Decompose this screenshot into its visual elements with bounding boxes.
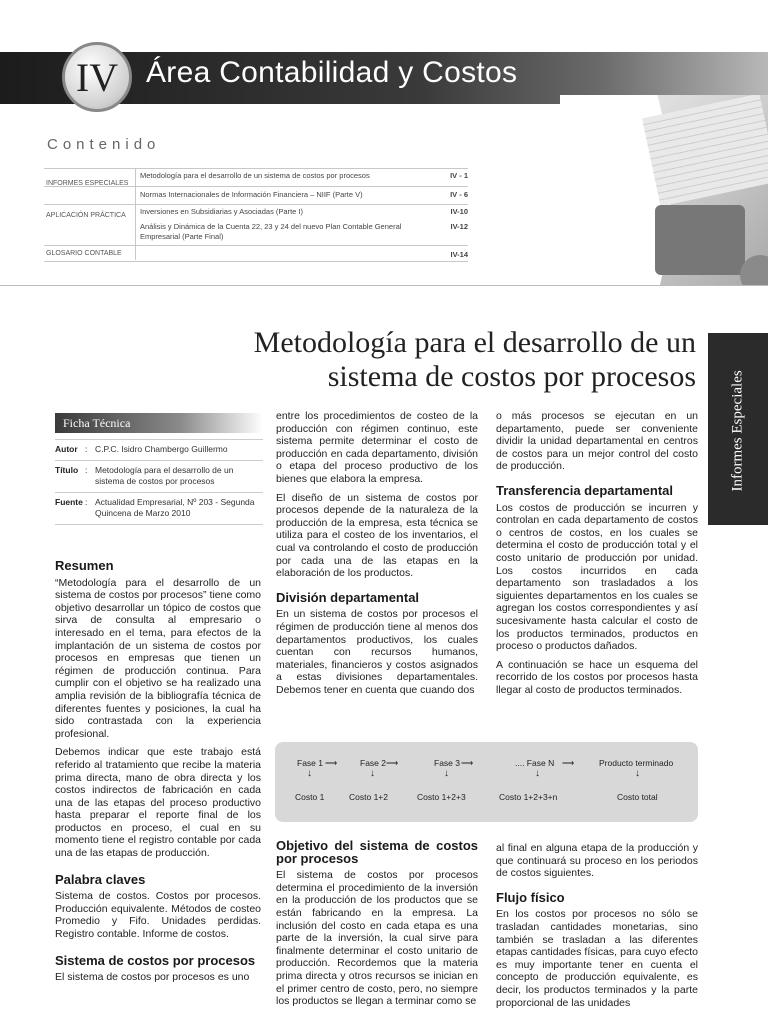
article-title [254,326,696,394]
diagram-cost: Costo 1+2+3+n [499,792,558,802]
toc-heading: Contenido [47,136,161,153]
toc-row[interactable] [44,245,468,262]
toc-page: IV - 6 [450,190,468,199]
arrow-right-icon: ⟶ [562,758,575,768]
ficha-value: C.P.C. Isidro Chambergo Guillermo [95,444,228,454]
arrow-right-icon: ⟶ [461,758,474,768]
column-1 [55,560,261,990]
toc-item[interactable]: Inversiones en Subsidiarias y Asociadas (Parte I) [140,207,303,216]
flujo-paragraph: En los costos por procesos no sólo se trasladan cantidades monetarias, sino también se trasladan a las diferentes etapas cantidades físicas, para cuyo efecto es muy importante tener en cuenta el concepto de producción equivalente, es decir, los productos terminados y la parte proporcional de las unidades [496,908,698,1009]
diagram-cost: Costo 1+2+3 [417,792,466,802]
col3-paragraph-1: o más procesos se ejecutan en un departamento, puede ser conveniente dividir la unidad departamental en centros de costos para un mejor control del costo de producción. [496,410,698,473]
toc-category: INFORMES ESPECIALES [46,180,129,187]
arrow-down-icon: ↓ [444,768,449,779]
diagram-cost: Costo 1 [295,792,325,802]
division-paragraph: En un sistema de costos por procesos el régimen de producción tiene al menos dos departamentos productivos, los cuales cuentan con recursos humanos, materiales, financieros y costos asignados a estas divisiones departamentales. Debemos tener en cuenta que cuando dos [276,608,478,696]
toc-row[interactable] [44,186,468,204]
sistema-paragraph: El sistema de costos por procesos es uno [55,971,250,984]
diagram-phase: Fase 1 [297,758,323,768]
diagram-cost: Costo total [617,792,658,802]
arrow-down-icon: ↓ [307,768,312,779]
division-heading: División departamental [276,589,420,605]
arrow-down-icon: ↓ [370,768,375,779]
col3-lower-paragraph: al final en alguna etapa de la producción y que continuará su proceso en los periodos de costos siguientes. [496,842,698,880]
diagram-phase: Producto terminado [599,758,674,768]
toc-category: GLOSARIO CONTABLE [46,250,122,257]
toc-page: IV-10 [450,207,468,216]
flujo-heading: Flujo físico [496,889,565,905]
toc-item[interactable]: Análisis y Dinámica de la Cuenta 22, 23 y 24 del nuevo Plan Contable General Empresarial (Parte Final) [140,222,402,241]
diagram-cost: Costo 1+2 [349,792,388,802]
article-title-line2: sistema de costos por procesos [327,360,696,393]
ficha-value: Actualidad Empresarial, Nº 203 - Segunda Quincena de Marzo 2010 [95,497,255,518]
arrow-down-icon: ↓ [535,768,540,779]
side-tab-label: Informes Especiales [729,370,746,492]
ficha-row: Título : Metodología para el desarrollo de un sistema de costos por procesos [55,460,263,492]
toc-page: IV-12 [450,222,468,231]
column-2 [276,410,478,702]
col2-paragraph-1: entre los procedimientos de costeo de la producción con régimen continuo, este sistema permite determinar el costo de producción en cada departamento, división o etapa del proceso productivo de los bienes que elabora la empresa. [276,410,478,485]
resumen-heading: Resumen [55,558,114,573]
toc-table [44,168,468,262]
toc-item[interactable]: Normas Internacionales de Información Financiera – NIIF (Parte V) [140,190,363,199]
toc-page: IV - 1 [450,171,468,180]
toc-page: IV-14 [450,250,468,259]
ficha-row: Autor : C.P.C. Isidro Chambergo Guillermo [55,439,263,460]
ficha-key: Autor [55,444,78,454]
toc-row[interactable] [44,220,468,245]
article-title-line1: Metodología para el desarrollo de un [253,326,696,359]
ficha-row: Fuente : Actualidad Empresarial, Nº 203 - Segunda Quincena de Marzo 2010 [55,492,263,525]
col2-paragraph-2: El diseño de un sistema de costos por procesos depende de la naturaleza de la producción de la empresa, esta técnica se utiliza para el costeo de los inventarios, el cual va controlando el costo de producción por cada una de las etapas en la elaboración de los productos. [276,491,478,580]
sistema-heading: Sistema de costos por procesos [55,952,256,968]
section-title: Área Contabilidad y Costos [146,56,518,89]
arrow-right-icon: ⟶ [325,758,338,768]
diagram-phase: .... Fase N [515,758,555,768]
column-3 [496,410,698,702]
toc-item[interactable]: Metodología para el desarrollo de un sistema de costos por procesos [140,171,370,180]
palabras-clave-paragraph: Sistema de costos. Costos por procesos. Producción equivalente. Métodos de costeo Promedio y Fifo. Unidades perdidas. Registro contable. Informe de costos. [55,890,261,941]
transferencia-paragraph-1: Los costos de producción se incurren y controlan en cada departamento de costos o centros de costos, en los cuales se determina el costo de producción total y el costo unitario de producción por unidad. Los costos incurridos en cada departamento son trasladados a los siguientes departamentos en los cuales se agregan los costos correspondientes y así sucesivamente hasta calcular el costo de los productos terminados, productos en proceso o productos dañados. [496,501,698,653]
side-section-tab [708,333,768,525]
objetivo-paragraph: El sistema de costos por procesos determina el procedimiento de la inversión en la producción de los productos que se están fabricando en la empresa. La inclusión del costo en cada etapa es una parte de la inversión, la cual sirve para finalmente determinar el costo unitario de producción. Recordemos que la materia prima directa y otros recursos se inician en el primer centro de costo, pero, no siempre los productos se llegan a terminar como se [276,869,478,1008]
process-diagram [275,742,698,822]
arrow-right-icon: ⟶ [386,758,399,768]
transferencia-paragraph-2: A continuación se hace un esquema del recorrido de los costos por procesos hasta llegar al costo de productos terminados. [496,658,698,696]
header-divider [0,285,768,286]
ficha-tecnica [55,413,263,525]
transferencia-heading: Transferencia departamental [496,482,674,498]
ficha-key: Fuente [55,497,83,507]
header-photo [560,95,768,285]
toc-category: APLICACIÓN PRÁCTICA [46,212,126,219]
ficha-heading: Ficha Técnica [55,413,263,433]
toc-row[interactable] [44,204,468,220]
arrow-down-icon: ↓ [635,768,640,779]
palabras-clave-heading: Palabra claves [55,871,146,887]
objetivo-heading: Objetivo del sistema de costos por procesos [276,838,478,866]
column-2-lower [276,840,478,1014]
toc-row[interactable] [44,168,468,186]
ficha-key: Título [55,465,79,475]
ficha-value: Metodología para el desarrollo de un sistema de costos por procesos [95,465,234,486]
section-number-badge: IV [62,42,132,112]
diagram-phase: Fase 3 [434,758,460,768]
column-3-lower [496,842,698,1015]
diagram-phase: Fase 2 [360,758,386,768]
calculator-image [655,205,745,275]
resumen-paragraph-2: Debemos indicar que este trabajo está referido al tratamiento que recibe la materia prima directa, mano de obra directa y los costos indirectos de fabricación en cada una de las etapas del proceso productivo hasta preparar el reporte final de los productos en proceso, el cual en su momento tiene el registro contable por cada una de las etapas de producción. [55,746,261,860]
resumen-paragraph-1: “Metodología para el desarrollo de un sistema de costos por procesos” tiene como objetivo desarrollar un tópico de costos que sirva de consulta al empresario o interesado en el tema, para efectos de la implantación de un sistema de costos por procesos en empresas que tienen un régimen de producción continua. Para cumplir con el objetivo se ha realizado una amplia revisión de la bibliografía técnica de diferentes fuentes y posiciones, la cual ha sido contrastada con la experiencia profesional. [55,576,261,740]
